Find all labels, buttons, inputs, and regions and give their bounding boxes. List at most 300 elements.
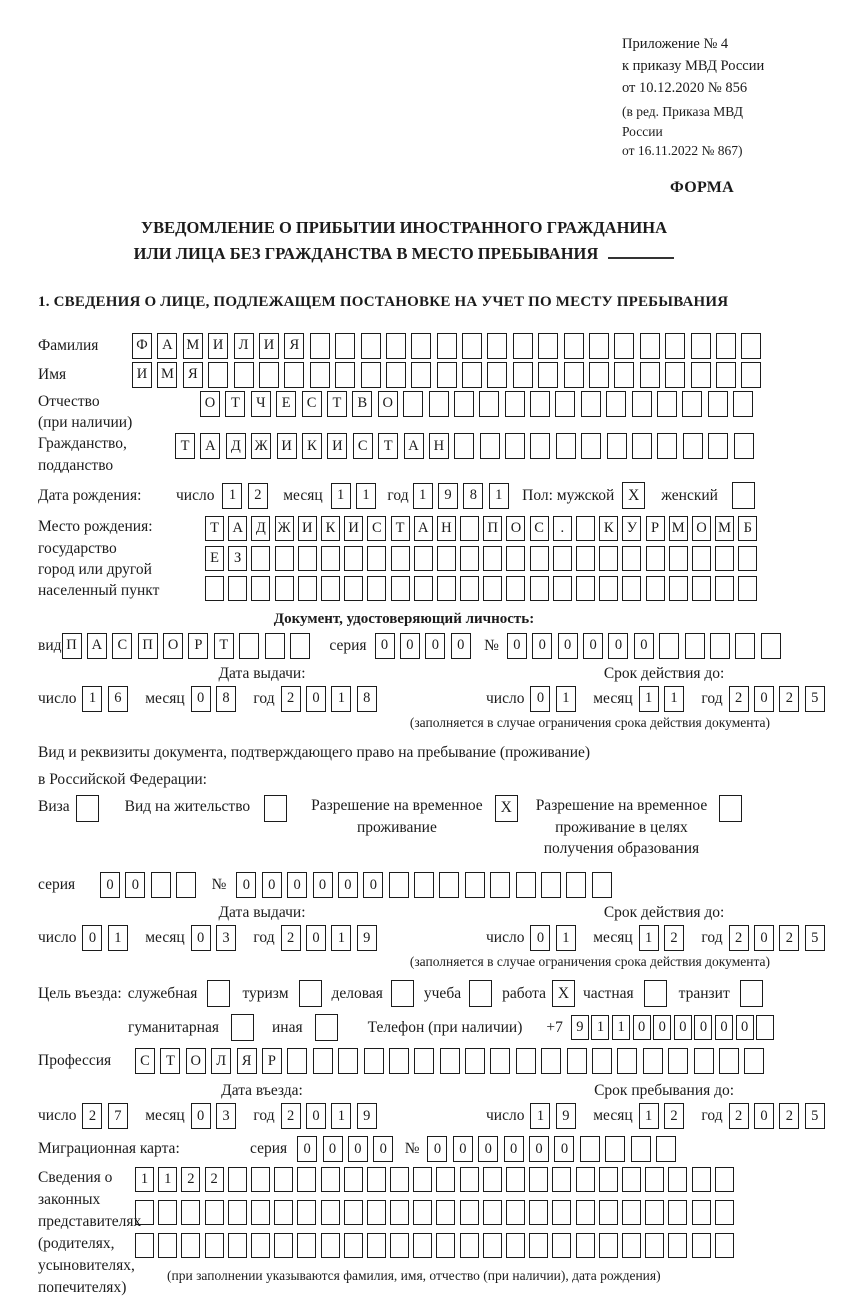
char-box[interactable] (158, 1200, 177, 1225)
char-box[interactable] (181, 1233, 200, 1258)
char-box[interactable]: С (302, 391, 322, 417)
char-box[interactable] (646, 576, 665, 601)
char-box[interactable] (657, 391, 677, 417)
char-box[interactable] (344, 1167, 363, 1192)
char-box[interactable]: 2 (779, 1103, 799, 1129)
char-box[interactable] (436, 1200, 455, 1225)
char-box[interactable] (321, 546, 340, 571)
char-box[interactable] (541, 1048, 561, 1074)
char-box[interactable] (576, 1233, 595, 1258)
char-box[interactable]: 0 (306, 925, 326, 951)
char-box[interactable] (530, 433, 550, 459)
char-box[interactable]: 0 (529, 1136, 549, 1162)
char-box[interactable] (530, 546, 549, 571)
char-box[interactable] (576, 516, 595, 541)
char-box[interactable] (738, 546, 757, 571)
char-box[interactable]: 0 (504, 1136, 524, 1162)
char-box[interactable]: 0 (530, 686, 550, 712)
char-box[interactable]: Ф (132, 333, 152, 359)
char-box[interactable] (479, 391, 499, 417)
char-box[interactable] (564, 362, 584, 388)
char-box[interactable] (506, 1233, 525, 1258)
char-box[interactable]: 0 (306, 686, 326, 712)
char-box[interactable]: И (327, 433, 347, 459)
char-box[interactable]: 0 (82, 925, 102, 951)
char-box[interactable] (744, 1048, 764, 1074)
char-box[interactable]: Т (378, 433, 398, 459)
char-box[interactable]: Р (188, 633, 208, 659)
char-box[interactable]: 0 (608, 633, 628, 659)
char-box[interactable] (505, 433, 525, 459)
char-box[interactable] (234, 362, 254, 388)
char-box[interactable] (589, 333, 609, 359)
char-box[interactable] (274, 1200, 293, 1225)
char-box[interactable] (437, 576, 456, 601)
char-box[interactable] (640, 333, 660, 359)
char-box[interactable] (391, 576, 410, 601)
char-box[interactable] (665, 333, 685, 359)
char-box[interactable] (513, 333, 533, 359)
char-box[interactable] (592, 1048, 612, 1074)
char-box[interactable] (208, 362, 228, 388)
char-box[interactable]: П (62, 633, 82, 659)
char-box[interactable] (715, 576, 734, 601)
char-box[interactable]: 0 (262, 872, 282, 898)
char-box[interactable]: О (163, 633, 183, 659)
char-box[interactable] (599, 1200, 618, 1225)
char-box[interactable] (265, 633, 285, 659)
char-box[interactable]: 0 (633, 1015, 651, 1040)
char-box[interactable] (576, 546, 595, 571)
char-box[interactable]: П (483, 516, 502, 541)
char-box[interactable] (389, 1048, 409, 1074)
char-box[interactable]: 0 (532, 633, 552, 659)
char-box[interactable] (298, 576, 317, 601)
char-box[interactable] (646, 546, 665, 571)
char-box[interactable]: Т (327, 391, 347, 417)
char-box[interactable]: 0 (653, 1015, 671, 1040)
char-box[interactable] (553, 546, 572, 571)
char-box[interactable] (716, 362, 736, 388)
char-box[interactable]: 1 (331, 483, 351, 509)
char-box[interactable]: 1 (489, 483, 509, 509)
char-box[interactable] (403, 391, 423, 417)
char-box[interactable] (529, 1200, 548, 1225)
char-box[interactable] (367, 1200, 386, 1225)
char-box[interactable]: 9 (357, 925, 377, 951)
char-box[interactable] (614, 362, 634, 388)
char-box[interactable]: Я (183, 362, 203, 388)
char-box[interactable] (708, 433, 728, 459)
char-box[interactable]: 9 (571, 1015, 589, 1040)
char-box[interactable] (414, 872, 434, 898)
char-box[interactable] (344, 1200, 363, 1225)
char-box[interactable] (411, 333, 431, 359)
char-box[interactable] (313, 1048, 333, 1074)
char-box[interactable]: А (404, 433, 424, 459)
purpose-private-checkbox[interactable] (644, 980, 667, 1007)
char-box[interactable] (228, 1200, 247, 1225)
sex-female-checkbox[interactable] (732, 482, 755, 509)
char-box[interactable]: 1 (612, 1015, 630, 1040)
char-box[interactable] (622, 1167, 641, 1192)
char-box[interactable] (228, 1233, 247, 1258)
char-box[interactable]: 1 (530, 1103, 550, 1129)
char-box[interactable] (462, 333, 482, 359)
char-box[interactable] (599, 1167, 618, 1192)
char-box[interactable]: О (200, 391, 220, 417)
char-box[interactable]: 0 (400, 633, 420, 659)
char-box[interactable] (505, 391, 525, 417)
char-box[interactable] (719, 1048, 739, 1074)
char-box[interactable]: М (669, 516, 688, 541)
char-box[interactable]: А (228, 516, 247, 541)
char-box[interactable] (589, 362, 609, 388)
char-box[interactable]: 0 (100, 872, 120, 898)
char-box[interactable]: 9 (357, 1103, 377, 1129)
char-box[interactable] (158, 1233, 177, 1258)
char-box[interactable]: 1 (82, 686, 102, 712)
char-box[interactable] (436, 1233, 455, 1258)
char-box[interactable]: 1 (639, 1103, 659, 1129)
char-box[interactable] (487, 333, 507, 359)
char-box[interactable] (715, 1200, 734, 1225)
char-box[interactable] (259, 362, 279, 388)
char-box[interactable] (605, 1136, 625, 1162)
char-box[interactable] (228, 576, 247, 601)
char-box[interactable]: И (277, 433, 297, 459)
char-box[interactable]: А (414, 516, 433, 541)
char-box[interactable]: 0 (634, 633, 654, 659)
char-box[interactable]: И (344, 516, 363, 541)
char-box[interactable] (181, 1200, 200, 1225)
char-box[interactable]: 0 (287, 872, 307, 898)
char-box[interactable]: Р (262, 1048, 282, 1074)
char-box[interactable] (622, 546, 641, 571)
char-box[interactable] (716, 333, 736, 359)
char-box[interactable] (668, 1200, 687, 1225)
char-box[interactable]: А (87, 633, 107, 659)
char-box[interactable]: 3 (216, 925, 236, 951)
char-box[interactable]: О (692, 516, 711, 541)
char-box[interactable]: 0 (754, 925, 774, 951)
char-box[interactable]: 8 (357, 686, 377, 712)
char-box[interactable] (538, 333, 558, 359)
char-box[interactable]: 0 (348, 1136, 368, 1162)
purpose-other-checkbox[interactable] (315, 1014, 338, 1041)
char-box[interactable] (530, 576, 549, 601)
char-box[interactable]: Л (234, 333, 254, 359)
char-box[interactable] (251, 1200, 270, 1225)
char-box[interactable] (683, 433, 703, 459)
char-box[interactable] (310, 333, 330, 359)
char-box[interactable] (614, 333, 634, 359)
char-box[interactable]: С (353, 433, 373, 459)
char-box[interactable] (205, 576, 224, 601)
char-box[interactable]: 0 (694, 1015, 712, 1040)
residence-permit-checkbox[interactable] (264, 795, 287, 822)
char-box[interactable]: 1 (158, 1167, 177, 1192)
char-box[interactable] (390, 1233, 409, 1258)
char-box[interactable] (669, 546, 688, 571)
char-box[interactable] (538, 362, 558, 388)
char-box[interactable] (335, 362, 355, 388)
char-box[interactable] (321, 1233, 340, 1258)
char-box[interactable] (529, 1233, 548, 1258)
char-box[interactable]: 8 (216, 686, 236, 712)
char-box[interactable] (734, 433, 754, 459)
char-box[interactable]: 1 (556, 925, 576, 951)
char-box[interactable] (645, 1233, 664, 1258)
char-box[interactable]: 2 (729, 1103, 749, 1129)
char-box[interactable] (251, 546, 270, 571)
char-box[interactable]: 1 (639, 686, 659, 712)
char-box[interactable] (659, 633, 679, 659)
char-box[interactable]: 0 (427, 1136, 447, 1162)
char-box[interactable]: 0 (507, 633, 527, 659)
char-box[interactable] (735, 633, 755, 659)
char-box[interactable]: 0 (306, 1103, 326, 1129)
char-box[interactable] (741, 362, 761, 388)
char-box[interactable] (205, 1200, 224, 1225)
char-box[interactable]: О (378, 391, 398, 417)
char-box[interactable]: 5 (805, 925, 825, 951)
char-box[interactable] (310, 362, 330, 388)
char-box[interactable] (487, 362, 507, 388)
char-box[interactable]: 0 (754, 686, 774, 712)
char-box[interactable]: 0 (478, 1136, 498, 1162)
char-box[interactable] (367, 1167, 386, 1192)
char-box[interactable] (437, 333, 457, 359)
char-box[interactable] (553, 576, 572, 601)
char-box[interactable]: 5 (805, 686, 825, 712)
char-box[interactable] (668, 1048, 688, 1074)
char-box[interactable] (617, 1048, 637, 1074)
char-box[interactable]: Т (225, 391, 245, 417)
char-box[interactable] (556, 433, 576, 459)
char-box[interactable]: В (352, 391, 372, 417)
char-box[interactable]: 1 (639, 925, 659, 951)
char-box[interactable]: С (135, 1048, 155, 1074)
char-box[interactable]: 9 (438, 483, 458, 509)
char-box[interactable] (685, 633, 705, 659)
char-box[interactable] (364, 1048, 384, 1074)
char-box[interactable]: 0 (451, 633, 471, 659)
purpose-official-checkbox[interactable] (207, 980, 230, 1007)
purpose-tourism-checkbox[interactable] (299, 980, 322, 1007)
char-box[interactable] (490, 1048, 510, 1074)
char-box[interactable] (251, 1167, 270, 1192)
char-box[interactable]: 0 (583, 633, 603, 659)
char-box[interactable] (599, 576, 618, 601)
char-box[interactable]: М (715, 516, 734, 541)
char-box[interactable] (386, 333, 406, 359)
char-box[interactable] (361, 362, 381, 388)
char-box[interactable] (665, 362, 685, 388)
char-box[interactable]: 0 (363, 872, 383, 898)
char-box[interactable] (251, 1233, 270, 1258)
char-box[interactable]: С (112, 633, 132, 659)
char-box[interactable] (321, 1167, 340, 1192)
char-box[interactable] (367, 576, 386, 601)
char-box[interactable] (691, 333, 711, 359)
char-box[interactable] (298, 546, 317, 571)
char-box[interactable] (692, 1200, 711, 1225)
char-box[interactable] (436, 1167, 455, 1192)
char-box[interactable] (530, 391, 550, 417)
char-box[interactable] (715, 546, 734, 571)
char-box[interactable] (367, 546, 386, 571)
char-box[interactable] (411, 362, 431, 388)
char-box[interactable] (454, 433, 474, 459)
char-box[interactable] (390, 1200, 409, 1225)
char-box[interactable] (344, 1233, 363, 1258)
char-box[interactable] (251, 576, 270, 601)
char-box[interactable]: 0 (558, 633, 578, 659)
char-box[interactable] (321, 576, 340, 601)
char-box[interactable] (552, 1233, 571, 1258)
char-box[interactable] (465, 1048, 485, 1074)
char-box[interactable]: Т (214, 633, 234, 659)
char-box[interactable] (297, 1167, 316, 1192)
char-box[interactable]: 1 (331, 686, 351, 712)
char-box[interactable] (275, 546, 294, 571)
char-box[interactable] (631, 1136, 651, 1162)
char-box[interactable] (338, 1048, 358, 1074)
char-box[interactable] (290, 633, 310, 659)
purpose-transit-checkbox[interactable] (740, 980, 763, 1007)
char-box[interactable] (506, 1200, 525, 1225)
char-box[interactable] (414, 546, 433, 571)
char-box[interactable]: Т (160, 1048, 180, 1074)
char-box[interactable] (552, 1167, 571, 1192)
char-box[interactable] (506, 546, 525, 571)
char-box[interactable] (761, 633, 781, 659)
char-box[interactable]: 0 (373, 1136, 393, 1162)
char-box[interactable] (576, 1200, 595, 1225)
char-box[interactable] (439, 872, 459, 898)
char-box[interactable]: 1 (413, 483, 433, 509)
char-box[interactable] (483, 576, 502, 601)
char-box[interactable] (566, 872, 586, 898)
char-box[interactable] (516, 872, 536, 898)
char-box[interactable]: Е (205, 546, 224, 571)
char-box[interactable] (657, 433, 677, 459)
char-box[interactable] (599, 546, 618, 571)
purpose-humanitarian-checkbox[interactable] (231, 1014, 254, 1041)
char-box[interactable] (506, 576, 525, 601)
char-box[interactable]: 0 (236, 872, 256, 898)
char-box[interactable] (135, 1200, 154, 1225)
char-box[interactable]: 1 (591, 1015, 609, 1040)
char-box[interactable] (228, 1167, 247, 1192)
char-box[interactable]: С (367, 516, 386, 541)
char-box[interactable] (606, 391, 626, 417)
purpose-work-checkbox[interactable]: X (552, 980, 575, 1007)
char-box[interactable] (643, 1048, 663, 1074)
char-box[interactable]: О (186, 1048, 206, 1074)
char-box[interactable]: 1 (331, 1103, 351, 1129)
char-box[interactable] (176, 872, 196, 898)
char-box[interactable] (622, 1200, 641, 1225)
char-box[interactable]: Т (391, 516, 410, 541)
char-box[interactable] (513, 362, 533, 388)
temp-residence-edu-checkbox[interactable] (719, 795, 742, 822)
char-box[interactable] (460, 1167, 479, 1192)
char-box[interactable] (668, 1233, 687, 1258)
char-box[interactable] (389, 872, 409, 898)
char-box[interactable]: 0 (754, 1103, 774, 1129)
temp-residence-checkbox[interactable]: X (495, 795, 518, 822)
char-box[interactable]: А (200, 433, 220, 459)
char-box[interactable] (632, 391, 652, 417)
char-box[interactable] (607, 433, 627, 459)
char-box[interactable] (440, 1048, 460, 1074)
char-box[interactable]: 0 (530, 925, 550, 951)
char-box[interactable]: 0 (554, 1136, 574, 1162)
char-box[interactable]: Н (437, 516, 456, 541)
char-box[interactable] (632, 433, 652, 459)
char-box[interactable] (552, 1200, 571, 1225)
char-box[interactable] (414, 1048, 434, 1074)
char-box[interactable] (483, 1233, 502, 1258)
char-box[interactable] (738, 576, 757, 601)
char-box[interactable] (413, 1233, 432, 1258)
char-box[interactable]: 9 (556, 1103, 576, 1129)
char-box[interactable]: 0 (125, 872, 145, 898)
char-box[interactable] (480, 433, 500, 459)
char-box[interactable] (692, 576, 711, 601)
char-box[interactable]: Ж (251, 433, 271, 459)
sex-male-checkbox[interactable]: X (622, 482, 645, 509)
char-box[interactable] (645, 1200, 664, 1225)
char-box[interactable]: 7 (108, 1103, 128, 1129)
purpose-business-checkbox[interactable] (391, 980, 414, 1007)
char-box[interactable]: К (321, 516, 340, 541)
char-box[interactable]: Я (237, 1048, 257, 1074)
char-box[interactable] (437, 362, 457, 388)
char-box[interactable]: 0 (375, 633, 395, 659)
char-box[interactable]: 3 (216, 1103, 236, 1129)
char-box[interactable] (592, 872, 612, 898)
char-box[interactable]: П (138, 633, 158, 659)
char-box[interactable]: Р (646, 516, 665, 541)
char-box[interactable] (580, 1136, 600, 1162)
char-box[interactable] (529, 1167, 548, 1192)
char-box[interactable] (741, 333, 761, 359)
char-box[interactable] (581, 391, 601, 417)
char-box[interactable]: 2 (664, 1103, 684, 1129)
char-box[interactable]: Е (276, 391, 296, 417)
char-box[interactable] (437, 546, 456, 571)
char-box[interactable] (506, 1167, 525, 1192)
char-box[interactable] (413, 1200, 432, 1225)
char-box[interactable]: 0 (736, 1015, 754, 1040)
char-box[interactable] (691, 362, 711, 388)
char-box[interactable]: 2 (281, 686, 301, 712)
char-box[interactable] (622, 1233, 641, 1258)
char-box[interactable] (135, 1233, 154, 1258)
char-box[interactable]: 1 (108, 925, 128, 951)
char-box[interactable]: 1 (135, 1167, 154, 1192)
char-box[interactable]: 6 (108, 686, 128, 712)
char-box[interactable]: 0 (313, 872, 333, 898)
char-box[interactable]: 1 (331, 925, 351, 951)
char-box[interactable]: И (259, 333, 279, 359)
char-box[interactable] (576, 576, 595, 601)
char-box[interactable] (460, 516, 479, 541)
char-box[interactable]: 0 (297, 1136, 317, 1162)
